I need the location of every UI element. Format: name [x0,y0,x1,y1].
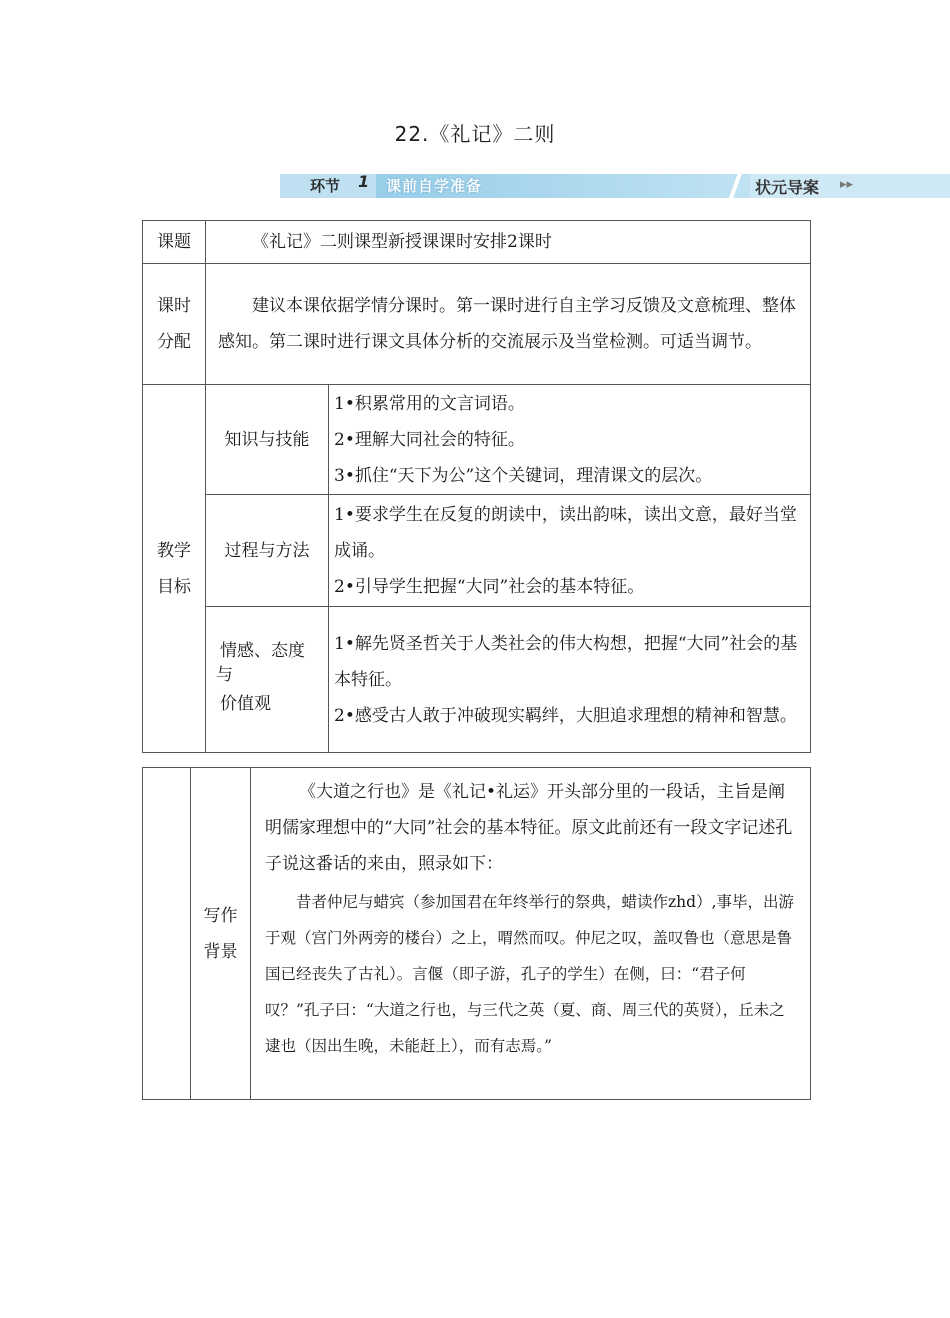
values-item-1: 1•解先贤圣哲关于人类社会的伟大构想，把握“大同”社会的基本特征。 [334,633,798,690]
schedule-label [143,264,206,385]
banner-section-name: 课前自学准备 [386,177,483,195]
banner-section-label: 环节 [310,177,341,195]
values-label-line1: 情感、态度 [220,640,305,661]
section-banner [280,172,950,200]
banner-brand: 状元导案 [755,178,820,197]
background-table [142,767,811,1100]
goals-label-line2: 目标 [157,576,191,597]
background-label [191,768,251,1100]
background-label-line2: 背景 [203,941,238,962]
row-process [143,495,811,607]
lesson-plan-table [142,220,811,753]
topic-value: 《礼记》二则课型新授课课时安排2课时 [206,221,811,264]
row-background [143,768,811,1100]
topic-label: 课题 [143,221,206,264]
goals-label-line1: 教学 [157,540,191,561]
values-item-2: 2•感受古人敢于冲破现实羁绊，大胆追求理想的精神和智慧。 [334,705,797,726]
schedule-value: 建议本课依据学情分课时。第一课时进行自主学习反馈及文意梳理、整体感知。第二课时进行课文具体分析的交流展示及当堂检测。可适当调节。 [206,264,811,385]
background-para-1: 《大道之行也》是《礼记•礼运》开头部分里的一段话，主旨是阐明儒家理想中的“大同”社会的基本特征。原文此前还有一段文字记述孔子说这番话的来由，照录如下： [265,782,793,874]
row-topic [143,221,811,264]
process-label: 过程与方法 [206,495,329,607]
background-empty-cell [143,768,191,1100]
banner-divider [720,174,750,198]
knowledge-item-3: 3•抓住“天下为公”这个关键词，理清课文的层次。 [334,465,713,486]
process-item-2: 2•引导学生把握“大同”社会的基本特征。 [334,576,645,597]
background-para-2: 昔者仲尼与蜡宾（参加国君在年终举行的祭典，蜡读作zhd）,事毕，出游于观（宫门外两旁的楼台）之上，喟然而叹。仲尼之叹，盖叹鲁也（意思是鲁国已经丧失了古礼）。言偃（即子游，孔子的学生）在侧，曰：“君子何叹？”孔子曰：“大道之行也，与三代之英（夏、商、周三代的英贤），丘未之逮也（因出生晚，未能赶上），而有志焉。” [265,893,795,1055]
knowledge-label: 知识与技能 [206,385,329,495]
page-title: 22.《礼记》二则 [394,122,556,146]
banner-section-number: 1 [358,172,370,191]
row-values [143,607,811,753]
double-arrow-icon: ▸▸ [840,177,854,192]
background-label-line1: 写作 [203,905,238,926]
background-content [251,768,811,1100]
values-label-line3: 价值观 [220,693,271,714]
knowledge-items [329,385,811,495]
values-label-line2: 与 [216,664,233,685]
goals-label [143,385,206,753]
row-schedule [143,264,811,385]
row-knowledge [143,385,811,495]
knowledge-item-1: 1•积累常用的文言词语。 [334,393,525,414]
schedule-label-line1: 课时 [157,296,191,316]
values-label [206,607,329,753]
schedule-label-line2: 分配 [157,332,191,352]
values-items [329,607,811,753]
process-item-1: 1•要求学生在反复的朗读中，读出韵味，读出文意，最好当堂成诵。 [334,504,797,561]
knowledge-item-2: 2•理解大同社会的特征。 [334,429,525,450]
process-items [329,495,811,607]
